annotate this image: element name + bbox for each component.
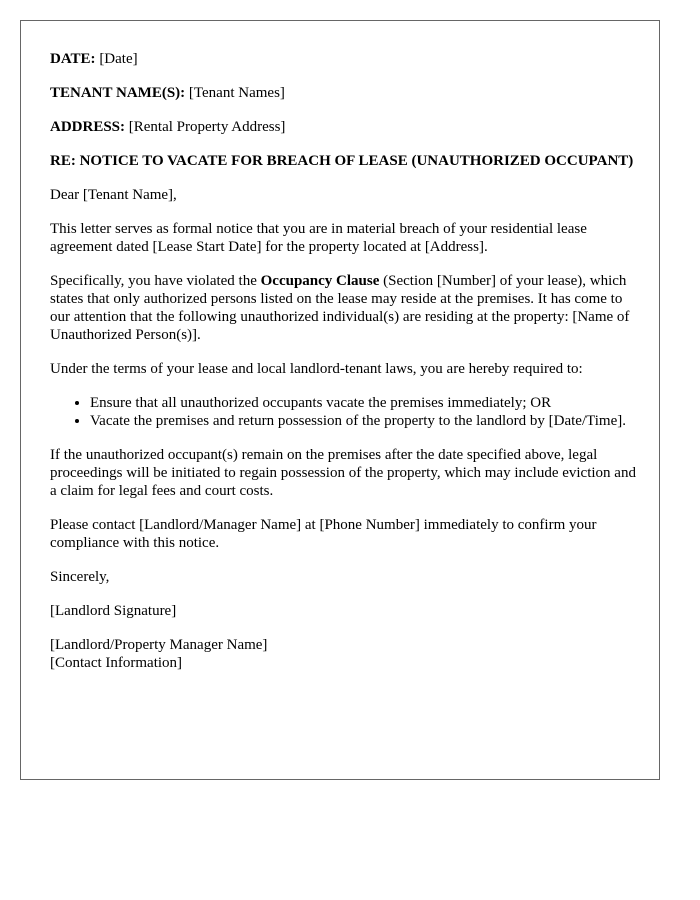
tenant-line bbox=[50, 84, 640, 102]
requirements-intro: Under the terms of your lease and local landlord-tenant laws, you are hereby required to: bbox=[50, 361, 583, 377]
address-value: [Rental Property Address] bbox=[128, 119, 286, 135]
letter-body bbox=[50, 50, 640, 672]
valediction: Sincerely, bbox=[50, 569, 110, 585]
intro-paragraph: This letter serves as formal notice that you are in material breach of your residential lease agreement dated [Lease Start Date] for the property located at [Address]. bbox=[50, 221, 587, 255]
salutation: Dear [Tenant Name], bbox=[50, 187, 177, 203]
signer-contact-info: [Contact Information] bbox=[50, 655, 183, 671]
address-line bbox=[50, 118, 640, 136]
subject-line: RE: NOTICE TO VACATE FOR BREACH OF LEASE (UNAUTHORIZED OCCUPANT) bbox=[50, 153, 634, 169]
list-item: • Ensure that all unauthorized occupants vacate the premises immediately; OR bbox=[90, 394, 640, 412]
consequences-paragraph: If the unauthorized occupant(s) remain on the premises after the date specified above, legal proceedings will be initiated to regain possession of the property, which may include eviction and a claim for legal fees and court costs. bbox=[50, 447, 636, 499]
list-item: • Vacate the premises and return possession of the property to the landlord by [Date/Time]. bbox=[90, 412, 640, 430]
date-line bbox=[50, 50, 640, 68]
violation-text-post: (Section [Number] of your lease), which states that only authorized persons listed on the lease may reside at the premises. It has come to our attention that the following unauthorized individual(s) are residing at the property: [Name of Unauthorized Person(s)]. bbox=[50, 273, 630, 343]
address-label: ADDRESS: bbox=[50, 119, 126, 135]
signer-name: [Landlord/Property Manager Name] bbox=[50, 637, 268, 653]
signature-placeholder: [Landlord Signature] bbox=[50, 603, 177, 619]
occupancy-clause-emphasis: Occupancy Clause bbox=[260, 273, 380, 289]
violation-paragraph bbox=[50, 272, 640, 344]
tenant-label: TENANT NAME(S): bbox=[50, 85, 186, 101]
contact-paragraph: Please contact [Landlord/Manager Name] at [Phone Number] immediately to confirm your compliance with this notice. bbox=[50, 517, 597, 551]
violation-text-pre: Specifically, you have violated the bbox=[50, 273, 261, 289]
letter-frame bbox=[20, 20, 660, 780]
date-label: DATE: bbox=[50, 51, 96, 67]
requirements-list bbox=[50, 394, 640, 430]
date-value: [Date] bbox=[99, 51, 138, 67]
tenant-value: [Tenant Names] bbox=[188, 85, 285, 101]
